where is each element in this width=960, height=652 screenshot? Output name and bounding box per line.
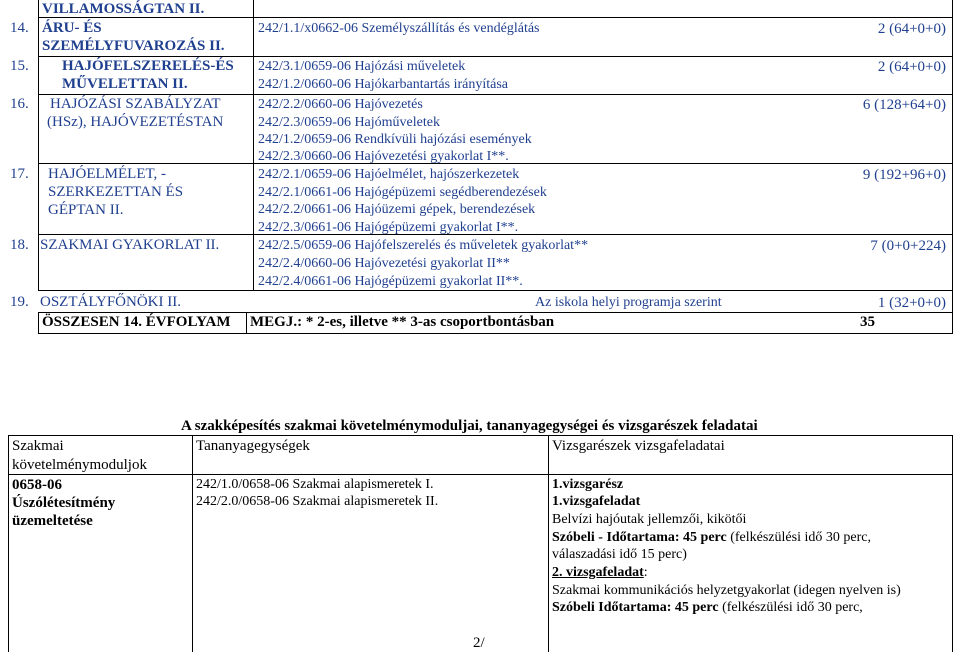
exam-part: 1.vizsgarész xyxy=(552,477,624,492)
exam-oral2-label: Szóbeli Időtartama: 45 perc xyxy=(552,600,719,615)
header-units: Tananyagegységek xyxy=(196,438,310,454)
total-label: ÖSSZESEN 14. ÉVFOLYAM xyxy=(42,314,231,330)
module-line: 242/2.1/0659-06 Hajóelmélet, hajószerkezetek xyxy=(258,167,520,182)
module-line: Az iskola helyi programja szerint xyxy=(535,295,722,310)
subject-name: (HSz), HAJÓVEZETÉSTAN xyxy=(47,114,224,130)
module-name: Úszólétesítmény xyxy=(12,495,116,511)
module-line: 242/3.1/0659-06 Hajózási műveletek xyxy=(258,59,466,74)
exam-task2-colon: : xyxy=(643,565,648,580)
row-number: 14. xyxy=(10,20,29,36)
module-line: 242/2.3/0661-06 Hajógépüzemi gyakorlat I**. xyxy=(258,220,519,235)
module-line: 242/2.4/0660-06 Hajóvezetési gyakorlat II** xyxy=(258,256,510,271)
module-line: 242/2.2/0660-06 Hajóvezetés xyxy=(258,97,423,112)
subject-name: SZERKEZETTAN ÉS xyxy=(48,184,184,200)
exam-oral-label: Szóbeli - Időtartama: 45 perc xyxy=(552,530,727,545)
hours: 2 (64+0+0) xyxy=(877,59,946,75)
hours: 1 (32+0+0) xyxy=(877,295,946,311)
exam-task2-label: 2. vizsgafeladat xyxy=(552,565,644,580)
total-value: 35 xyxy=(860,314,875,330)
header-exams: Vizsgarészek vizsgafeladatai xyxy=(552,438,725,454)
hours: 2 (64+0+0) xyxy=(877,21,946,37)
module-name: üzemeltetése xyxy=(12,513,93,529)
module-line: 242/1.2/0660-06 Hajókarbantartás irányítása xyxy=(258,77,508,92)
module-line: 242/1.2/0659-06 Rendkívüli hajózási események xyxy=(258,132,532,147)
exam-task: 1.vizsgafeladat xyxy=(552,494,641,509)
subject-name: HAJÓZÁSI SZABÁLYZAT xyxy=(50,96,221,112)
module-line: 242/2.3/0659-06 Hajóműveletek xyxy=(258,115,440,130)
exam-task xyxy=(552,566,648,580)
module-line: 242/1.1/x0662-06 Személyszállítás és vendéglátás xyxy=(258,21,540,36)
row-number: 15. xyxy=(10,58,29,74)
unit-line: 242/2.0/0658-06 Szakmai alapismeretek II. xyxy=(196,494,439,509)
exam-oral2-rest: (felkészülési idő 30 perc, xyxy=(718,600,863,615)
row-number: 18. xyxy=(10,237,29,253)
module-line: 242/2.5/0659-06 Hajófelszerelés és műveletek gyakorlat** xyxy=(258,238,589,253)
subject-name: SZEMÉLYFUVAROZÁS II. xyxy=(42,38,225,54)
unit-line: 242/1.0/0658-06 Szakmai alapismeretek I. xyxy=(196,477,434,492)
module-line: 242/2.2/0661-06 Hajóüzemi gépek, berendezések xyxy=(258,202,536,217)
exam-task-desc: Szakmai kommunikációs helyzetgyakorlat (idegen nyelven is) xyxy=(552,583,901,598)
exam-oral-rest: (felkészülési idő 30 perc, xyxy=(726,530,871,545)
row-number: 19. xyxy=(10,294,29,310)
section-title: A szakképesítés szakmai követelménymoduljai, tananyagegységei és vizsgarészek feladatai xyxy=(181,418,758,434)
row-number: 17. xyxy=(10,166,29,182)
subject-name: OSZTÁLYFŐNÖKI II. xyxy=(40,294,181,310)
module-code: 0658-06 xyxy=(12,477,62,493)
hours: 6 (128+64+0) xyxy=(862,97,946,113)
module-line: 242/2.4/0661-06 Hajógépüzemi gyakorlat II**. xyxy=(258,274,523,289)
subject-name: MŰVELETTAN II. xyxy=(62,76,188,92)
hours: 9 (192+96+0) xyxy=(862,167,946,183)
hours: 7 (0+0+224) xyxy=(870,238,946,254)
subject-name: GÉPTAN II. xyxy=(48,202,124,218)
exam-oral xyxy=(552,531,871,545)
subject-name: SZAKMAI GYAKORLAT II. xyxy=(40,237,220,253)
subject-name: VILLAMOSSÁGTAN II. xyxy=(42,1,205,17)
module-line: 242/2.1/0661-06 Hajógépüzemi segédberendezések xyxy=(258,185,547,200)
total-note: MEGJ.: * 2-es, illetve ** 3-as csoportbontásban xyxy=(250,314,555,330)
exam-oral xyxy=(552,601,863,615)
page-number: 2/ xyxy=(473,635,485,651)
row-number: 16. xyxy=(10,96,29,112)
subject-name: HAJÓFELSZERELÉS-ÉS xyxy=(62,58,234,74)
exam-oral-cont: válaszadási idő 15 perc) xyxy=(552,547,687,562)
header-modules: követelménymoduljok xyxy=(12,457,147,473)
subject-name: HAJÓELMÉLET, - xyxy=(48,166,167,182)
exam-task-desc: Belvízi hajóutak jellemzői, kikötői xyxy=(552,512,747,527)
subject-name: ÁRU- ÉS xyxy=(42,20,102,36)
header-modules: Szakmai xyxy=(12,438,64,454)
module-line: 242/2.3/0660-06 Hajóvezetési gyakorlat I**. xyxy=(258,149,509,164)
